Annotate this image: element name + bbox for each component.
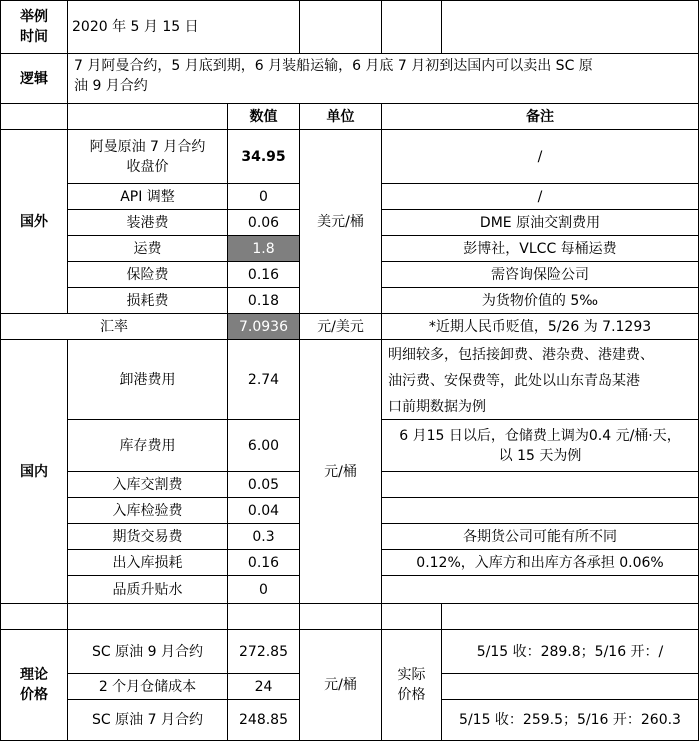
domestic-unloading-note-line1: 明细较多，包括接卸费、港杂费、港建费、 xyxy=(388,347,654,363)
fx-note: *近期人民币贬值，5/26 为 7.1293 xyxy=(382,314,699,340)
foreign-row-4-value: 0.16 xyxy=(228,262,300,288)
fx-value: 7.0936 xyxy=(228,314,300,340)
header-empty-2 xyxy=(68,104,228,130)
logic-text-line2: 油 9 月合约 xyxy=(74,78,148,94)
domestic-storage-name: 库存费用 xyxy=(68,420,228,472)
foreign-row-2-note: DME 原油交割费用 xyxy=(382,210,699,236)
example-time-label-line2: 时间 xyxy=(20,29,48,45)
fx-label: 汇率 xyxy=(0,314,228,340)
foreign-unit: 美元/桶 xyxy=(300,130,382,314)
logic-text xyxy=(68,54,699,104)
foreign-row-0-name-line1: 阿曼原油 7 月合约 xyxy=(89,138,206,155)
header-empty-1 xyxy=(0,104,68,130)
domestic-unloading-note-line2: 油污费、安保费等，此处以山东青岛某港 xyxy=(388,373,640,389)
domestic-row-0-value: 0.05 xyxy=(228,472,300,498)
foreign-row-4-name: 保险费 xyxy=(68,262,228,288)
actual-price-label xyxy=(382,630,442,741)
theory-row-2-name: SC 原油 7 月合约 xyxy=(68,700,228,741)
header-unit: 单位 xyxy=(300,104,382,130)
foreign-row-1-name: API 调整 xyxy=(68,184,228,210)
actual-price-label-line2: 价格 xyxy=(397,687,426,703)
domestic-row-0-name: 入库交割费 xyxy=(68,472,228,498)
domestic-label: 国内 xyxy=(0,340,68,604)
actual-price-label-line1: 实际 xyxy=(397,667,426,683)
example-time-empty-2 xyxy=(382,0,442,54)
fx-unit: 元/美元 xyxy=(300,314,382,340)
theory-row-1-value: 24 xyxy=(228,674,300,700)
domestic-unloading-note xyxy=(382,340,699,420)
header-note: 备注 xyxy=(382,104,699,130)
foreign-row-1-note: / xyxy=(382,184,699,210)
domestic-row-4-name: 品质升贴水 xyxy=(68,576,228,604)
actual-row-2: 5/15 收：259.5；5/16 开：260.3 xyxy=(442,700,699,741)
foreign-row-3-note: 彭博社，VLCC 每桶运费 xyxy=(382,236,699,262)
example-time-label-line1: 举例 xyxy=(20,9,48,25)
actual-row-1 xyxy=(442,674,699,700)
example-time-empty-3 xyxy=(442,0,699,54)
foreign-row-1-value: 0 xyxy=(228,184,300,210)
domestic-storage-value: 6.00 xyxy=(228,420,300,472)
domestic-storage-note-line2: 以 15 天为例 xyxy=(498,447,582,464)
foreign-row-5-name: 损耗费 xyxy=(68,288,228,314)
foreign-row-2-value: 0.06 xyxy=(228,210,300,236)
logic-text-line1: 7 月阿曼合约，5 月底到期，6 月装船运输，6 月底 7 月初到达国内可以卖出 SC 原 xyxy=(74,58,593,74)
spacer-1 xyxy=(0,604,68,630)
domestic-row-0-note xyxy=(382,472,699,498)
logic-label: 逻辑 xyxy=(0,54,68,104)
domestic-unloading-value: 2.74 xyxy=(228,340,300,420)
domestic-row-1-value: 0.04 xyxy=(228,498,300,524)
domestic-row-4-value: 0 xyxy=(228,576,300,604)
spacer-5 xyxy=(382,604,442,630)
theory-label-line2: 价格 xyxy=(20,687,48,703)
domestic-storage-note xyxy=(382,420,699,472)
actual-row-0: 5/15 收：289.8；5/16 开：/ xyxy=(442,630,699,674)
header-value: 数值 xyxy=(228,104,300,130)
example-time-value: 2020 年 5 月 15 日 xyxy=(68,0,300,54)
theory-row-0-name: SC 原油 9 月合约 xyxy=(68,630,228,674)
domestic-row-3-note: 0.12%，入库方和出库方各承担 0.06% xyxy=(382,550,699,576)
domestic-row-4-note xyxy=(382,576,699,604)
foreign-row-0-value: 34.95 xyxy=(228,130,300,184)
theory-row-0-value: 272.85 xyxy=(228,630,300,674)
theory-label xyxy=(0,630,68,741)
domestic-unloading-name: 卸港费用 xyxy=(68,340,228,420)
example-time-label xyxy=(0,0,68,54)
domestic-storage-note-line1: 6 月15 日以后，仓储费上调为0.4 元/桶·天， xyxy=(399,427,681,444)
foreign-row-5-value: 0.18 xyxy=(228,288,300,314)
domestic-row-2-note: 各期货公司可能有所不同 xyxy=(382,524,699,550)
domestic-row-2-value: 0.3 xyxy=(228,524,300,550)
foreign-row-0-name-line2: 收盘价 xyxy=(126,158,169,175)
domestic-unit: 元/桶 xyxy=(300,340,382,604)
spacer-3 xyxy=(228,604,300,630)
theory-row-2-value: 248.85 xyxy=(228,700,300,741)
domestic-row-3-value: 0.16 xyxy=(228,550,300,576)
theory-row-1-name: 2 个月仓储成本 xyxy=(68,674,228,700)
foreign-row-3-name: 运费 xyxy=(68,236,228,262)
domestic-row-2-name: 期货交易费 xyxy=(68,524,228,550)
domestic-row-1-name: 入库检验费 xyxy=(68,498,228,524)
theory-label-line1: 理论 xyxy=(20,667,48,683)
foreign-row-2-name: 装港费 xyxy=(68,210,228,236)
domestic-row-3-name: 出入库损耗 xyxy=(68,550,228,576)
domestic-unloading-note-line3: 口前期数据为例 xyxy=(388,399,486,415)
spacer-6 xyxy=(442,604,699,630)
foreign-label: 国外 xyxy=(0,130,68,314)
foreign-row-3-value: 1.8 xyxy=(228,236,300,262)
foreign-row-4-note: 需咨询保险公司 xyxy=(382,262,699,288)
foreign-row-0-note: / xyxy=(382,130,699,184)
foreign-row-5-note: 为货物价值的 5‰ xyxy=(382,288,699,314)
spacer-4 xyxy=(300,604,382,630)
example-time-empty-1 xyxy=(300,0,382,54)
spacer-2 xyxy=(68,604,228,630)
foreign-row-0-name xyxy=(68,130,228,184)
domestic-row-1-note xyxy=(382,498,699,524)
theory-unit: 元/桶 xyxy=(300,630,382,741)
